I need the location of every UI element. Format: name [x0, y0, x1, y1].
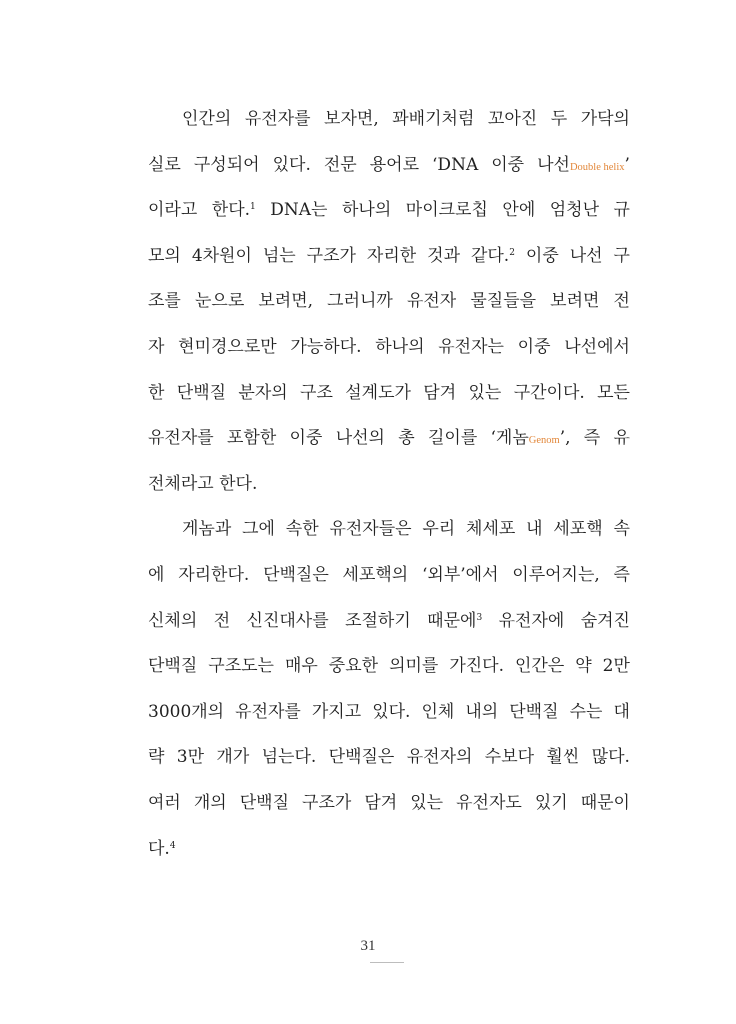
- footnote-marker: 1: [250, 202, 256, 213]
- word: 포함한: [226, 428, 277, 449]
- word: 보려면,: [258, 291, 314, 312]
- word: 2만: [602, 656, 630, 677]
- word: 신체의: [148, 610, 198, 631]
- word: 유전자들은: [329, 519, 412, 540]
- word: ‘DNA: [432, 154, 479, 175]
- word: 구: [613, 245, 630, 266]
- closing-quote: ’: [624, 154, 630, 175]
- word: 유전자: [406, 291, 457, 312]
- word: 구간이다.: [513, 382, 585, 403]
- text-line: [148, 188, 630, 234]
- word: 구조가: [302, 792, 352, 813]
- word: 한다.: [219, 473, 258, 494]
- word: 보려면: [550, 291, 600, 312]
- word: 모든: [597, 382, 630, 403]
- word: 전: [213, 610, 231, 631]
- word: 구성되어: [193, 154, 260, 175]
- word: 가닥의: [580, 109, 630, 129]
- word-with-footnote: [471, 234, 515, 280]
- word: 것과: [427, 245, 460, 266]
- word: 보자면,: [324, 109, 379, 129]
- word: 많다.: [591, 747, 630, 768]
- page-number-rule: [370, 962, 404, 963]
- word: 두: [550, 109, 568, 129]
- word: 단백질은: [328, 747, 395, 768]
- word: 구조: [300, 382, 333, 403]
- page-number: 31: [360, 938, 376, 954]
- word: 4차원이: [191, 245, 252, 266]
- word: 이라고: [148, 200, 198, 221]
- word: 있는: [468, 382, 502, 403]
- word: 있다.: [272, 154, 311, 175]
- word: 그에: [242, 519, 275, 540]
- word: 전: [613, 291, 630, 312]
- gloss-double-helix: Double helix: [569, 161, 625, 173]
- gloss-genom: Genom: [528, 435, 560, 447]
- text-line: [148, 553, 630, 599]
- word: ‘외부’에서: [422, 564, 499, 585]
- word: 있는: [410, 792, 444, 813]
- word: 현미경으로만: [178, 336, 277, 357]
- word-with-gloss: [491, 416, 571, 462]
- word: 꽈배기처럼: [392, 109, 475, 129]
- word: 우리: [422, 519, 456, 540]
- text-line: [148, 644, 630, 690]
- word: 모의: [148, 245, 181, 266]
- text-line: [148, 279, 630, 325]
- text-line: [148, 599, 630, 645]
- footnote-marker: 4: [169, 840, 176, 851]
- word: 이중: [525, 245, 559, 266]
- word: 하나의: [375, 336, 425, 357]
- word: 전체라고: [148, 473, 214, 494]
- word: 단백질: [239, 792, 290, 813]
- word: 조를: [148, 291, 181, 312]
- word: 내의: [465, 701, 499, 722]
- word: 인체: [421, 701, 455, 722]
- word: 대: [613, 701, 630, 722]
- word: 자: [148, 336, 165, 357]
- word: 매우: [284, 656, 318, 677]
- word: 유전자를: [148, 428, 214, 449]
- word: 자리한다.: [178, 564, 250, 585]
- text-line: [148, 690, 630, 736]
- text-line: [148, 416, 630, 462]
- word: 가진다.: [449, 656, 504, 677]
- word: 이중: [517, 336, 551, 357]
- word: 가지고: [311, 701, 362, 722]
- text-line: [148, 462, 630, 508]
- word: 숨겨진: [580, 610, 630, 631]
- word: 의미를: [389, 656, 439, 677]
- text-line: [148, 735, 630, 781]
- word: 유전자도: [456, 792, 522, 813]
- word: 체세포: [466, 519, 516, 540]
- word: 눈으로: [194, 291, 245, 312]
- word: 나선: [537, 154, 570, 175]
- word: 그러니까: [327, 291, 393, 312]
- word: 용어로: [369, 154, 420, 175]
- word: 나선의: [335, 428, 385, 449]
- word: 3000개의: [148, 701, 225, 722]
- word: 이중: [289, 428, 323, 449]
- word-with-footnote: [148, 827, 176, 873]
- word: 훨씬: [546, 747, 580, 768]
- word: 수보다: [484, 747, 535, 768]
- word: 속: [613, 519, 630, 540]
- word-with-footnote: [427, 599, 482, 645]
- word: 여러: [148, 792, 181, 813]
- word: 내: [526, 519, 543, 540]
- word: 물질들을: [470, 291, 537, 312]
- word: 즉: [613, 564, 630, 585]
- word: 유전자에: [498, 610, 565, 631]
- word: 나선에서: [564, 336, 630, 357]
- word: 구조가: [306, 245, 356, 266]
- word: 하나의: [341, 200, 392, 221]
- word: 중요한: [328, 656, 379, 677]
- word: 있다.: [372, 701, 411, 722]
- word: 규: [613, 200, 630, 221]
- word: 때문이: [580, 792, 630, 813]
- word: 이중: [491, 154, 525, 175]
- word: 3만: [176, 747, 205, 768]
- word: 약: [575, 656, 592, 677]
- word: 게놈과: [182, 519, 232, 540]
- body-text: [148, 97, 630, 872]
- word: 단백질은: [263, 564, 329, 585]
- word: 개가: [216, 747, 250, 768]
- word: 엄청난: [549, 200, 600, 221]
- word: 유전자를: [235, 701, 301, 722]
- word: DNA는: [270, 200, 328, 221]
- word: 략: [148, 747, 165, 768]
- text-line: [148, 781, 630, 827]
- word: 같다.: [470, 245, 510, 266]
- word: 자리한: [366, 245, 417, 266]
- word: 한: [148, 382, 165, 403]
- word: 유: [613, 428, 630, 449]
- word: 한다.: [211, 200, 251, 221]
- word: 담겨: [364, 792, 398, 813]
- word: 넘는: [262, 245, 296, 266]
- word: 단백질: [176, 382, 227, 403]
- word: 수는: [569, 701, 603, 722]
- word: 실로: [148, 154, 181, 175]
- word: 조절하기: [345, 610, 411, 631]
- word: 세포핵: [553, 519, 603, 540]
- word: 분자의: [238, 382, 288, 403]
- word: 에: [148, 564, 165, 585]
- word: 인간은: [514, 656, 565, 677]
- word-with-footnote: [212, 188, 256, 234]
- footnote-marker: 3: [476, 612, 483, 623]
- word: 전문: [323, 154, 357, 175]
- text-line: [148, 507, 630, 553]
- word: 꼬아진: [487, 109, 538, 129]
- word: 있기: [534, 792, 568, 813]
- footnote-marker: 2: [509, 247, 515, 258]
- word: 유전자는: [438, 336, 504, 357]
- word: 담겨: [423, 382, 457, 403]
- word: 유전자를: [244, 109, 311, 129]
- word: 총: [398, 428, 415, 449]
- text-line: [148, 97, 630, 143]
- text-line: [148, 827, 630, 873]
- word: 안에: [502, 200, 536, 221]
- word: ‘게놈: [490, 428, 529, 449]
- word: 세포핵의: [342, 564, 409, 585]
- text-line: [148, 371, 630, 417]
- word: 단백질: [509, 701, 559, 722]
- word: 속한: [285, 519, 319, 540]
- word: 마이크로칩: [405, 200, 488, 221]
- word: 개의: [193, 792, 227, 813]
- word: 인간의: [182, 109, 232, 129]
- word: 길이를: [427, 428, 478, 449]
- word: 다.: [148, 838, 170, 859]
- text-line: [148, 143, 630, 189]
- closing-quote: ’,: [559, 428, 571, 449]
- word: 유전자의: [406, 747, 473, 768]
- word: 구조도는: [208, 656, 274, 677]
- word: 즉: [583, 428, 601, 449]
- word: 나선: [569, 245, 603, 266]
- word: 신진대사를: [246, 610, 329, 631]
- word: 이루어지는,: [512, 564, 600, 585]
- text-line: [148, 234, 630, 280]
- text-line: [148, 325, 630, 371]
- word: 단백질: [148, 656, 198, 677]
- word: 때문에: [427, 610, 477, 631]
- word: 설계도가: [345, 382, 411, 403]
- word: 넘는다.: [261, 747, 317, 768]
- word-with-gloss: [537, 143, 630, 189]
- word: 가능하다.: [290, 336, 362, 357]
